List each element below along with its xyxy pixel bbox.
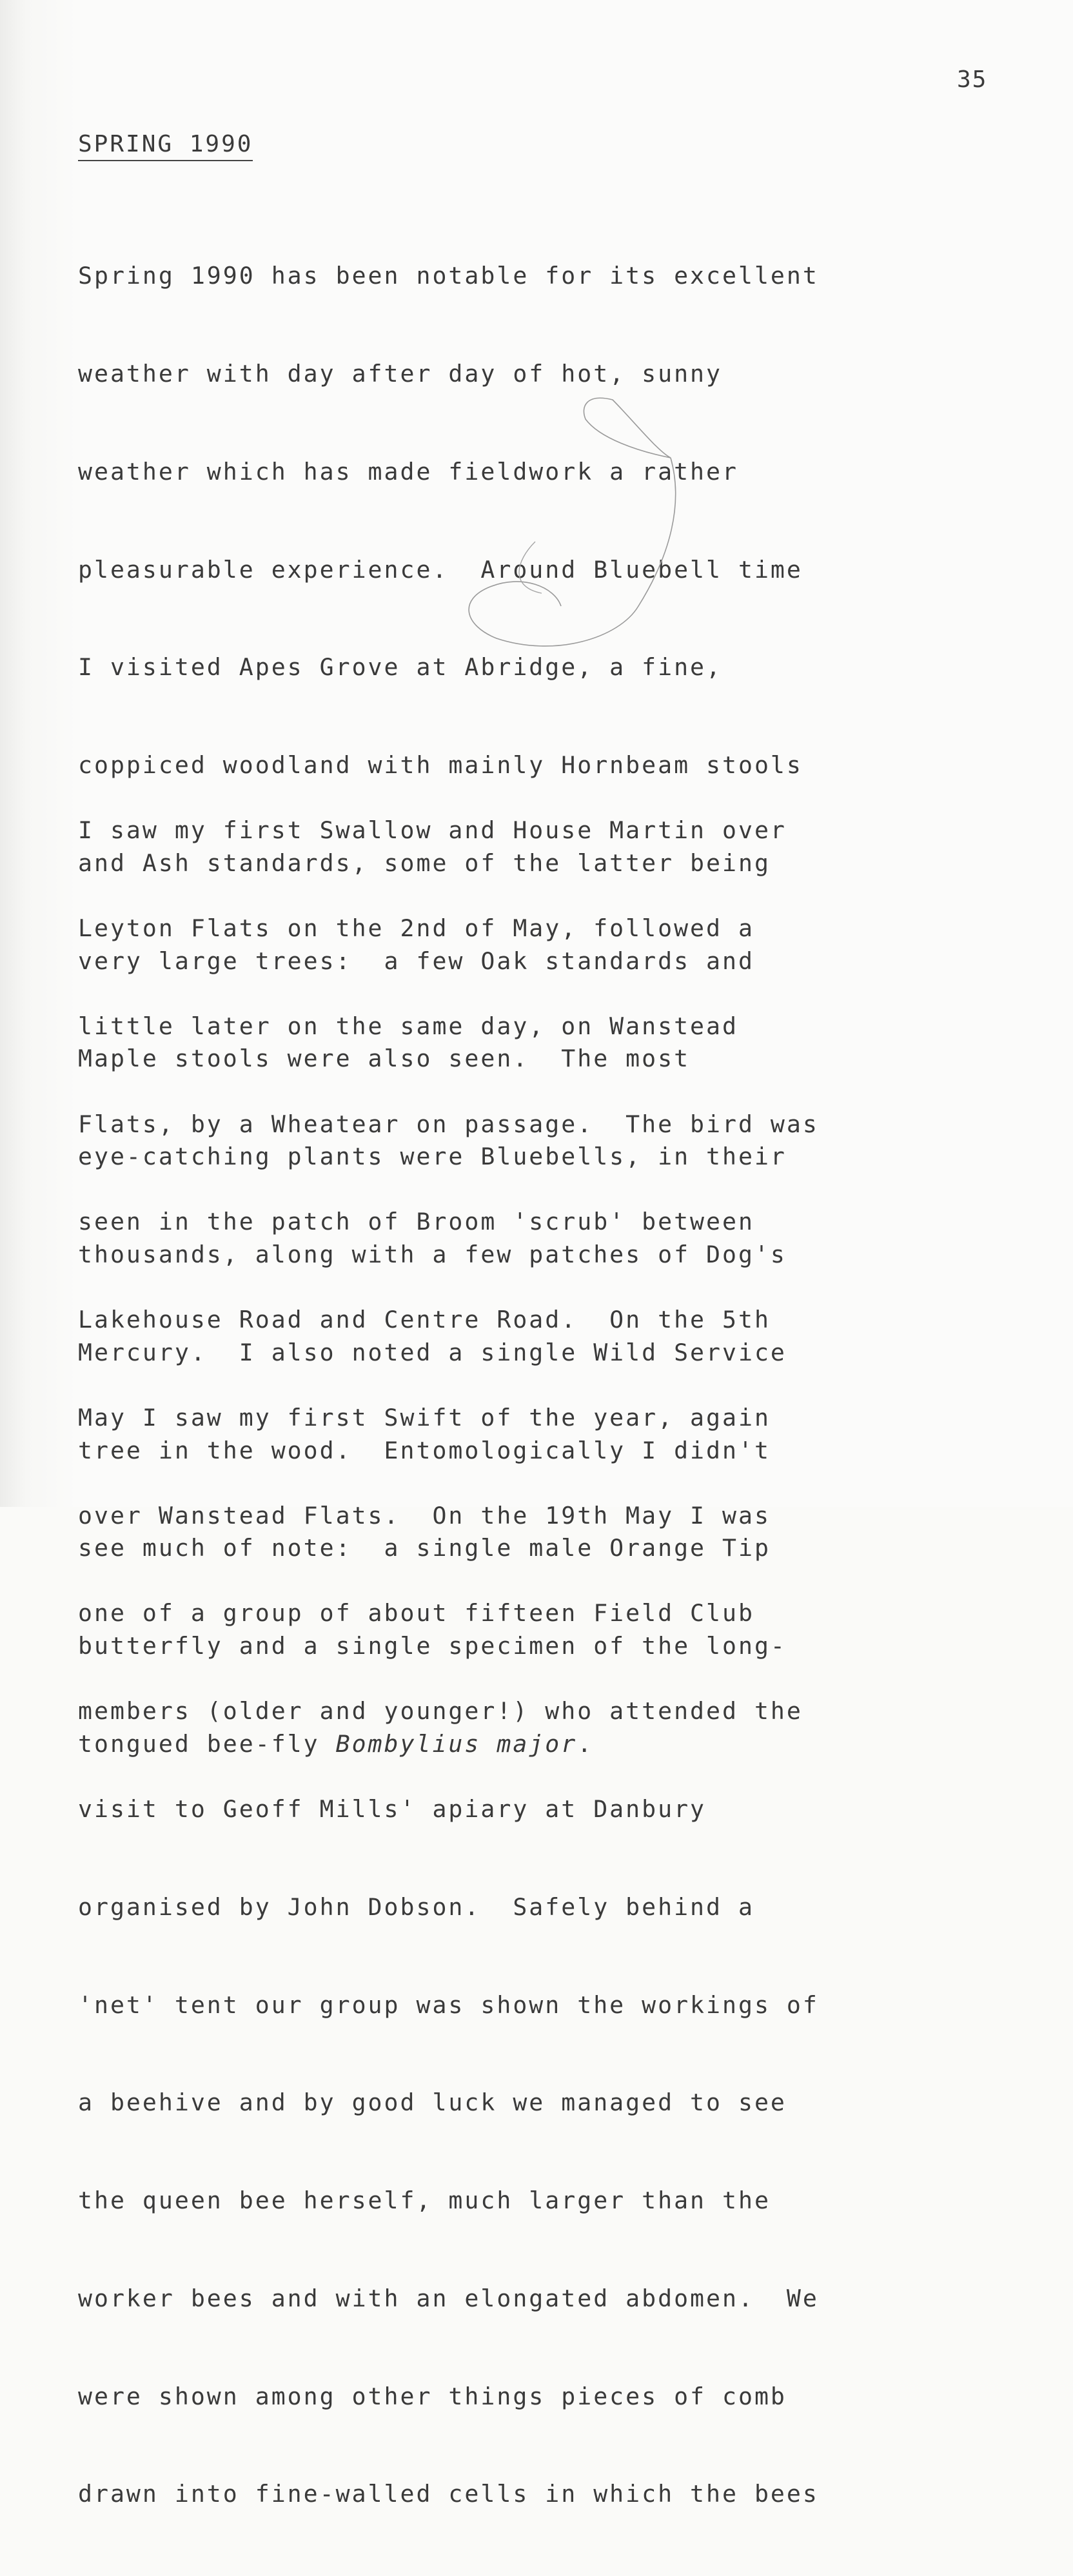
text-line: thousands, along with a few patches of Dog's — [78, 1241, 787, 1268]
text-line: the queen bee herself, much larger than the — [78, 2187, 771, 2215]
text-line: coppiced woodland with mainly Hornbeam stools — [78, 751, 803, 780]
page-number: 35 — [957, 66, 988, 93]
text-line: weather with day after day of hot, sunny — [78, 359, 722, 388]
text-line: May I saw my first Swift of the year, again — [78, 1403, 771, 1431]
text-line: I visited Apes Grove at Abridge, a fine, — [78, 653, 722, 682]
text-line: butterfly and a single specimen of the long- — [78, 1632, 787, 1660]
text-line: weather which has made fieldwork a rather — [78, 457, 738, 486]
species-name: Bombylius major — [335, 1729, 578, 1758]
text-line: organised by John Dobson. Safely behind a — [78, 1893, 754, 1921]
text-line: tree in the wood. Entomologically I didn't — [78, 1436, 771, 1464]
text-line: little later on the same day, on Wanstead — [78, 1012, 738, 1040]
pencil-scribble-mark — [426, 393, 684, 664]
text-line: Leyton Flats on the 2nd of May, followed a — [78, 914, 754, 942]
text-line: a beehive and by good luck we managed to see — [78, 2089, 787, 2117]
text-line: Lakehouse Road and Centre Road. On the 5th — [78, 1306, 771, 1334]
text-line: Spring 1990 has been notable for its excellent — [78, 262, 819, 290]
paragraph-2 — [78, 749, 819, 2576]
text-line: eye-catching plants were Bluebells, in their — [78, 1143, 787, 1171]
text-line: members (older and younger!) who attended the — [78, 1697, 803, 1726]
text-line: drawn into fine-walled cells in which the bees — [78, 2480, 819, 2508]
text-line: seen in the patch of Broom 'scrub' between — [78, 1208, 754, 1236]
text-line: 'net' tent our group was shown the workings of — [78, 1991, 819, 2019]
text-span: . — [577, 1729, 594, 1758]
text-line: Maple stools were also seen. The most — [78, 1045, 691, 1073]
text-line: very large trees: a few Oak standards and — [78, 947, 754, 975]
text-span: tongued bee-fly — [78, 1729, 336, 1758]
text-line: pleasurable experience. Around Bluebell time — [78, 555, 803, 584]
text-line: see much of note: a single male Orange Tip — [78, 1534, 771, 1562]
text-line: I saw my first Swallow and House Martin over — [78, 816, 787, 845]
text-line: were shown among other things pieces of comb — [78, 2382, 787, 2410]
text-line: visit to Geoff Mills' apiary at Danbury — [78, 1795, 707, 1823]
text-line: Mercury. I also noted a single Wild Service — [78, 1338, 787, 1366]
text-line: Flats, by a Wheatear on passage. The bird was — [78, 1110, 819, 1138]
text-line: over Wanstead Flats. On the 19th May I was — [78, 1501, 771, 1529]
section-title: SPRING 1990 — [78, 131, 253, 161]
text-line: one of a group of about fifteen Field Club — [78, 1599, 754, 1627]
text-line: worker bees and with an elongated abdomen. We — [78, 2284, 819, 2312]
text-line: and Ash standards, some of the latter being — [78, 849, 771, 877]
